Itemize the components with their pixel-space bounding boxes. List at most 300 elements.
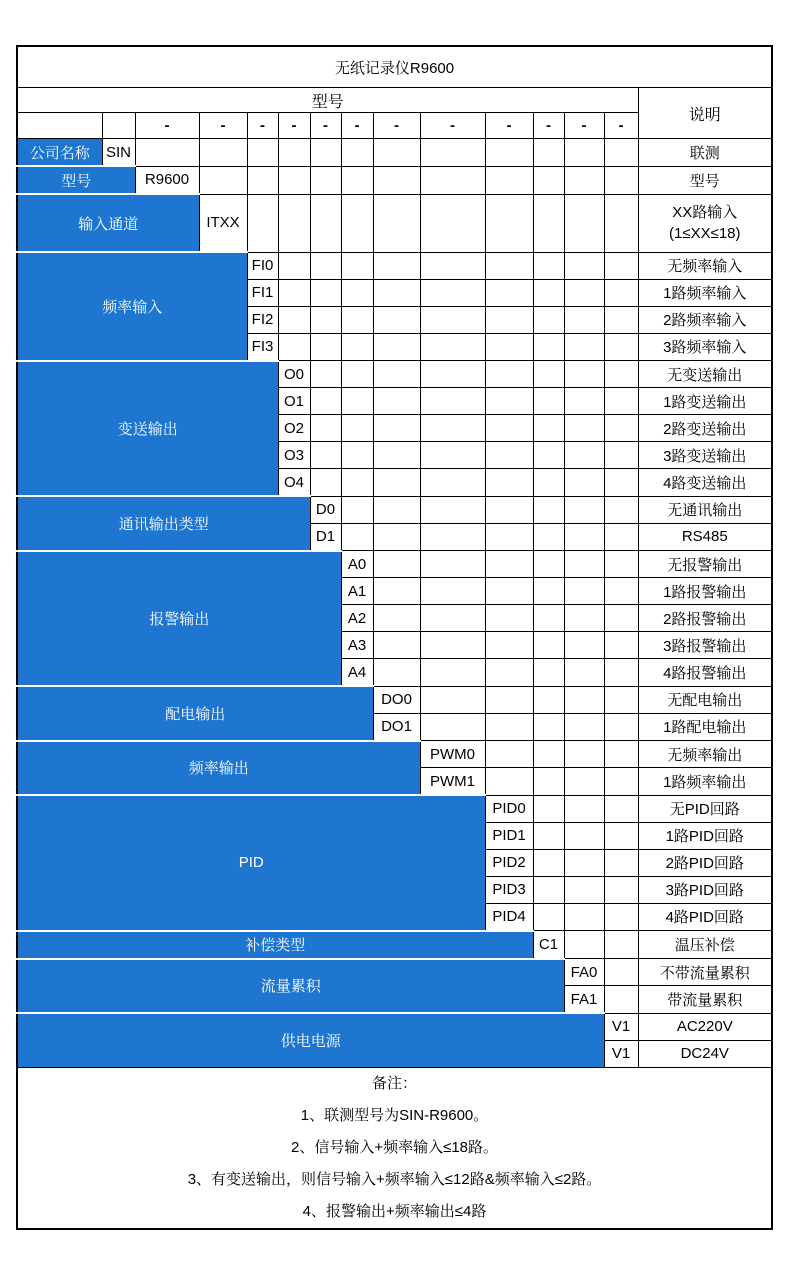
empty-cell [278,194,310,252]
empty-cell [485,306,533,333]
empty-cell [247,139,278,167]
empty-cell [341,496,373,523]
code-cell-company-name: SIN [102,139,135,167]
empty-cell [533,252,564,279]
empty-cell [420,496,485,523]
empty-cell [341,279,373,306]
empty-cell [373,252,420,279]
empty-cell [420,194,485,252]
empty-cell [341,252,373,279]
empty-cell [341,523,373,551]
code-cell-distribution-output: DO0 [373,686,420,713]
empty-cell [533,605,564,632]
empty-cell [373,194,420,252]
row-power-supply-0 [17,1013,772,1040]
code-cell-frequency-output: PWM0 [420,741,485,768]
empty-cell [310,139,341,167]
desc-cell-pid: 2路PID回路 [638,849,772,876]
empty-cell [485,551,533,578]
empty-cell [310,166,341,194]
empty-cell [564,279,604,306]
empty-cell [533,469,564,497]
empty-cell [533,194,564,252]
row-company-name-0 [17,139,772,167]
section-label-alarm-output: 报警输出 [17,551,341,687]
empty-cell [604,849,638,876]
empty-cell [604,496,638,523]
empty-cell [373,442,420,469]
empty-cell [533,415,564,442]
empty-cell [533,361,564,388]
empty-cell [373,415,420,442]
desc-cell-power-supply: DC24V [638,1040,772,1067]
dash-cell: - [604,113,638,139]
empty-cell [604,415,638,442]
empty-cell [564,442,604,469]
code-cell-frequency-input: FI1 [247,279,278,306]
empty-cell [485,415,533,442]
empty-cell [373,605,420,632]
empty-cell [485,578,533,605]
empty-cell [420,632,485,659]
empty-cell [341,166,373,194]
desc-cell-pid: 无PID回路 [638,795,772,822]
empty-cell [533,496,564,523]
section-label-flow-totalizer: 流量累积 [17,959,564,1014]
empty-cell [485,279,533,306]
empty-cell [533,578,564,605]
empty-cell [564,361,604,388]
empty-cell [420,279,485,306]
dash-cell: - [278,113,310,139]
empty-cell [604,523,638,551]
desc-cell-distribution-output: 无配电输出 [638,686,772,713]
empty-cell [310,361,341,388]
code-cell-transmitter-output: O2 [278,415,310,442]
desc-cell-transmitter-output: 无变送输出 [638,361,772,388]
code-cell-flow-totalizer: FA0 [564,959,604,986]
code-cell-alarm-output: A1 [341,578,373,605]
empty-cell [420,252,485,279]
empty-cell [247,194,278,252]
empty-cell [420,578,485,605]
empty-cell [604,986,638,1014]
desc-cell-input-channels [638,194,772,252]
desc-cell-transmitter-output: 3路变送输出 [638,442,772,469]
code-cell-power-supply: V1 [604,1013,638,1040]
row-comm-output-type-0 [17,496,772,523]
model-header: 型号 [17,88,638,113]
empty-cell [373,388,420,415]
empty-cell [564,931,604,959]
row-alarm-output-0 [17,551,772,578]
dash-cell: - [341,113,373,139]
empty-cell [373,279,420,306]
empty-cell [564,469,604,497]
code-cell-pid: PID0 [485,795,533,822]
empty-cell [533,686,564,713]
empty-cell [341,139,373,167]
code-cell-transmitter-output: O1 [278,388,310,415]
empty-cell [373,469,420,497]
empty-cell [373,139,420,167]
code-cell-frequency-input: FI2 [247,306,278,333]
empty-cell [420,166,485,194]
code-cell-transmitter-output: O4 [278,469,310,497]
empty-cell [564,768,604,796]
code-cell-flow-totalizer: FA1 [564,986,604,1014]
empty-cell [564,713,604,741]
desc-cell-alarm-output: 3路报警输出 [638,632,772,659]
section-label-distribution-output: 配电输出 [17,686,373,741]
empty-cell [533,388,564,415]
empty-cell [564,659,604,687]
empty-cell [533,333,564,361]
empty-cell [341,388,373,415]
empty-cell [278,166,310,194]
code-cell-pid: PID3 [485,876,533,903]
empty-cell [485,194,533,252]
notes [17,1067,772,1229]
code-cell-alarm-output: A3 [341,632,373,659]
table-title: 无纸记录仪R9600 [17,46,772,88]
dash-empty-cell [102,113,135,139]
empty-cell [604,361,638,388]
row-flow-totalizer-0 [17,959,772,986]
empty-cell [604,795,638,822]
empty-cell [533,903,564,931]
empty-cell [604,551,638,578]
empty-cell [420,686,485,713]
row-distribution-output-0 [17,686,772,713]
empty-cell [373,523,420,551]
desc-line-1: XX路输入 [672,204,738,221]
empty-cell [604,252,638,279]
row-model-0 [17,166,772,194]
empty-cell [604,632,638,659]
dash-cell: - [420,113,485,139]
empty-cell [278,139,310,167]
empty-cell [604,822,638,849]
empty-cell [341,469,373,497]
empty-cell [485,166,533,194]
empty-cell [310,306,341,333]
empty-cell [604,659,638,687]
model-selection-table [16,45,773,1230]
empty-cell [485,659,533,687]
empty-cell [604,876,638,903]
empty-cell [310,442,341,469]
empty-cell [420,605,485,632]
empty-cell [533,442,564,469]
section-label-input-channels: 输入通道 [17,194,199,252]
empty-cell [564,605,604,632]
empty-cell [485,469,533,497]
section-label-frequency-output: 频率输出 [17,741,420,796]
code-cell-pid: PID2 [485,849,533,876]
empty-cell [341,306,373,333]
dash-cell: - [564,113,604,139]
empty-cell [564,876,604,903]
empty-cell [564,523,604,551]
empty-cell [373,632,420,659]
desc-cell-frequency-output: 1路频率输出 [638,768,772,796]
notes-list [18,1100,771,1228]
empty-cell [485,523,533,551]
empty-cell [604,306,638,333]
empty-cell [135,139,199,167]
desc-cell-alarm-output: 4路报警输出 [638,659,772,687]
desc-cell-frequency-input: 3路频率输入 [638,333,772,361]
desc-cell-frequency-output: 无频率输出 [638,741,772,768]
empty-cell [278,333,310,361]
empty-cell [420,388,485,415]
code-cell-pid: PID1 [485,822,533,849]
empty-cell [604,578,638,605]
row-compensation-type-0 [17,931,772,959]
empty-cell [420,551,485,578]
empty-cell [564,194,604,252]
header-row [17,88,772,113]
code-cell-frequency-input: FI0 [247,252,278,279]
empty-cell [564,849,604,876]
section-label-model: 型号 [17,166,135,194]
desc-cell-alarm-output: 2路报警输出 [638,605,772,632]
desc-cell-frequency-input: 无频率输入 [638,252,772,279]
empty-cell [420,469,485,497]
empty-cell [604,931,638,959]
empty-cell [564,333,604,361]
empty-cell [199,166,247,194]
desc-cell-comm-output-type: RS485 [638,523,772,551]
empty-cell [533,849,564,876]
empty-cell [420,415,485,442]
empty-cell [310,415,341,442]
desc-cell-pid: 4路PID回路 [638,903,772,931]
empty-cell [564,496,604,523]
empty-cell [278,279,310,306]
desc-cell-transmitter-output: 2路变送输出 [638,415,772,442]
desc-cell-flow-totalizer: 带流量累积 [638,986,772,1014]
code-cell-transmitter-output: O3 [278,442,310,469]
empty-cell [310,279,341,306]
empty-cell [310,252,341,279]
empty-cell [310,194,341,252]
empty-cell [604,388,638,415]
dash-cell: - [135,113,199,139]
desc-cell-alarm-output: 无报警输出 [638,551,772,578]
dash-cell: - [373,113,420,139]
desc-cell-frequency-input: 1路频率输入 [638,279,772,306]
desc-line-2: (1≤XX≤18) [669,225,741,242]
empty-cell [485,388,533,415]
empty-cell [485,442,533,469]
empty-cell [533,632,564,659]
desc-cell-transmitter-output: 4路变送输出 [638,469,772,497]
description-header: 说明 [638,88,772,139]
section-label-comm-output-type: 通讯输出类型 [17,496,310,551]
empty-cell [485,741,533,768]
empty-cell [373,551,420,578]
code-cell-input-channels: ITXX [199,194,247,252]
empty-cell [420,333,485,361]
section-label-transmitter-output: 变送输出 [17,361,278,497]
empty-cell [604,686,638,713]
desc-cell-pid: 3路PID回路 [638,876,772,903]
empty-cell [564,166,604,194]
empty-cell [564,686,604,713]
empty-cell [604,741,638,768]
empty-cell [564,903,604,931]
desc-cell-alarm-output: 1路报警输出 [638,578,772,605]
desc-cell-company-name: 联测 [638,139,772,167]
empty-cell [247,166,278,194]
empty-cell [485,496,533,523]
empty-cell [533,713,564,741]
empty-cell [604,166,638,194]
empty-cell [199,139,247,167]
empty-cell [533,741,564,768]
empty-cell [420,659,485,687]
dash-cell: - [247,113,278,139]
code-cell-transmitter-output: O0 [278,361,310,388]
empty-cell [420,361,485,388]
empty-cell [373,659,420,687]
dash-empty-cell [17,113,102,139]
code-cell-distribution-output: DO1 [373,713,420,741]
code-cell-frequency-output: PWM1 [420,768,485,796]
notes-heading: 备注： [372,1074,418,1092]
row-pid-0 [17,795,772,822]
code-cell-compensation-type: C1 [533,931,564,959]
empty-cell [373,496,420,523]
code-cell-alarm-output: A2 [341,605,373,632]
row-input-channels-0 [17,194,772,252]
empty-cell [485,686,533,713]
empty-cell [420,139,485,167]
title-row [17,46,772,88]
empty-cell [485,713,533,741]
section-label-pid: PID [17,795,485,931]
empty-cell [373,333,420,361]
empty-cell [420,713,485,741]
empty-cell [533,551,564,578]
empty-cell [485,632,533,659]
dash-cell: - [199,113,247,139]
desc-cell-pid: 1路PID回路 [638,822,772,849]
empty-cell [533,795,564,822]
empty-cell [604,605,638,632]
code-cell-comm-output-type: D1 [310,523,341,551]
empty-cell [373,306,420,333]
notes-row [17,1067,772,1229]
empty-cell [533,166,564,194]
section-label-power-supply: 供电电源 [17,1013,604,1067]
code-cell-frequency-input: FI3 [247,333,278,361]
desc-cell-comm-output-type: 无通讯输出 [638,496,772,523]
dash-cell: - [533,113,564,139]
empty-cell [564,415,604,442]
note-item-1: 1、联测型号为SIN-R9600。 [300,1106,489,1124]
empty-cell [604,442,638,469]
empty-cell [604,768,638,796]
dash-cell: - [485,113,533,139]
empty-cell [533,822,564,849]
empty-cell [278,306,310,333]
empty-cell [485,333,533,361]
empty-cell [564,822,604,849]
empty-cell [485,361,533,388]
row-transmitter-output-0 [17,361,772,388]
desc-cell-frequency-input: 2路频率输入 [638,306,772,333]
desc-cell-power-supply: AC220V [638,1013,772,1040]
empty-cell [564,795,604,822]
desc-cell-compensation-type: 温压补偿 [638,931,772,959]
empty-cell [485,139,533,167]
code-cell-alarm-output: A0 [341,551,373,578]
empty-cell [564,578,604,605]
empty-cell [564,252,604,279]
empty-cell [564,306,604,333]
empty-cell [564,551,604,578]
empty-cell [564,632,604,659]
section-label-company-name: 公司名称 [17,139,102,167]
empty-cell [604,713,638,741]
code-cell-power-supply: V1 [604,1040,638,1067]
empty-cell [420,523,485,551]
empty-cell [341,442,373,469]
empty-cell [420,442,485,469]
empty-cell [310,333,341,361]
desc-cell-flow-totalizer: 不带流量累积 [638,959,772,986]
empty-cell [533,279,564,306]
empty-cell [604,333,638,361]
empty-cell [604,903,638,931]
empty-cell [604,139,638,167]
empty-cell [533,523,564,551]
code-cell-comm-output-type: D0 [310,496,341,523]
empty-cell [373,578,420,605]
empty-cell [533,659,564,687]
empty-cell [373,166,420,194]
empty-cell [564,388,604,415]
empty-cell [485,605,533,632]
empty-cell [373,361,420,388]
dash-cell: - [310,113,341,139]
empty-cell [604,279,638,306]
empty-cell [310,388,341,415]
empty-cell [485,252,533,279]
note-item-3: 3、有变送输出，则信号输入+频率输入≤12路&频率输入≤2路。 [187,1170,602,1188]
section-label-compensation-type: 补偿类型 [17,931,533,959]
row-frequency-input-0 [17,252,772,279]
empty-cell [341,333,373,361]
code-cell-model: R9600 [135,166,199,194]
code-cell-pid: PID4 [485,903,533,931]
empty-cell [485,768,533,796]
empty-cell [533,139,564,167]
empty-cell [564,139,604,167]
desc-cell-distribution-output: 1路配电输出 [638,713,772,741]
empty-cell [278,252,310,279]
note-item-4: 4、报警输出+频率输出≤4路 [302,1202,487,1220]
empty-cell [341,415,373,442]
empty-cell [533,768,564,796]
empty-cell [420,306,485,333]
empty-cell [341,361,373,388]
desc-cell-model: 型号 [638,166,772,194]
note-item-2: 2、信号输入+频率输入≤18路。 [291,1138,499,1156]
